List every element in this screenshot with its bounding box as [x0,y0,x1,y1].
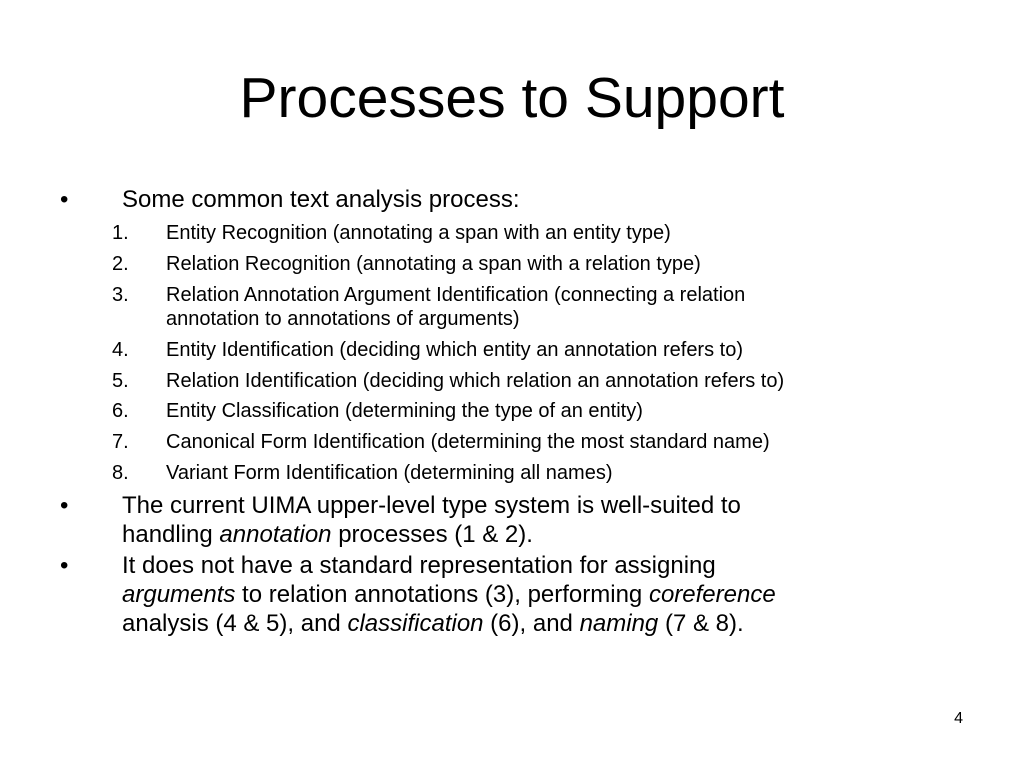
bullet-text [122,491,922,549]
list-number: 2. [112,253,129,275]
list-number: 5. [112,370,129,392]
page-number: 4 [954,710,963,727]
list-number: 4. [112,339,129,361]
emphasis-arguments: arguments [122,581,236,608]
bullet-text-line: The current UIMA upper-level type system is well-suited to [122,492,741,519]
list-text: Entity Classification (determining the type of an entity) [166,400,643,422]
list-number: 3. [112,284,129,306]
text-run: to relation annotations (3), performing [235,581,649,608]
list-text-line: annotation to annotations of arguments) [166,308,520,330]
list-number: 7. [112,431,129,453]
text-run: (7 & 8). [658,610,744,637]
bullet-text-line [122,609,922,638]
bullet-text-line [122,520,922,549]
text-run: analysis (4 & 5), and [122,610,348,637]
bullet-text-line: It does not have a standard representation for assigning [122,552,716,579]
bullet-text-line [122,580,922,609]
list-text: Relation Identification (deciding which relation an annotation refers to) [166,370,785,392]
bullet-icon: • [60,186,69,213]
list-text: Entity Identification (deciding which entity an annotation refers to) [166,339,743,361]
slide-title: Processes to Support [239,66,785,130]
list-text: Entity Recognition (annotating a span with an entity type) [166,222,671,244]
list-text [166,283,976,331]
list-number: 6. [112,400,129,422]
emphasis-annotation: annotation [219,521,332,548]
list-text: Relation Recognition (annotating a span with a relation type) [166,253,701,275]
text-run: processes (1 & 2). [331,521,533,548]
bullet-icon: • [60,492,69,519]
list-number: 1. [112,222,129,244]
text-run: (6), and [483,610,580,637]
list-text: Variant Form Identification (determining all names) [166,462,613,484]
list-text-line: Relation Annotation Argument Identification (connecting a relation [166,284,746,306]
list-text: Canonical Form Identification (determining the most standard name) [166,431,770,453]
list-number: 8. [112,462,129,484]
emphasis-naming: naming [579,610,659,637]
bullet-icon: • [60,552,69,579]
bullet-text: Some common text analysis process: [122,186,520,213]
emphasis-classification: classification [347,610,484,637]
text-run: handling [122,521,220,548]
bullet-text [122,551,922,638]
emphasis-coreference: coreference [648,581,776,608]
